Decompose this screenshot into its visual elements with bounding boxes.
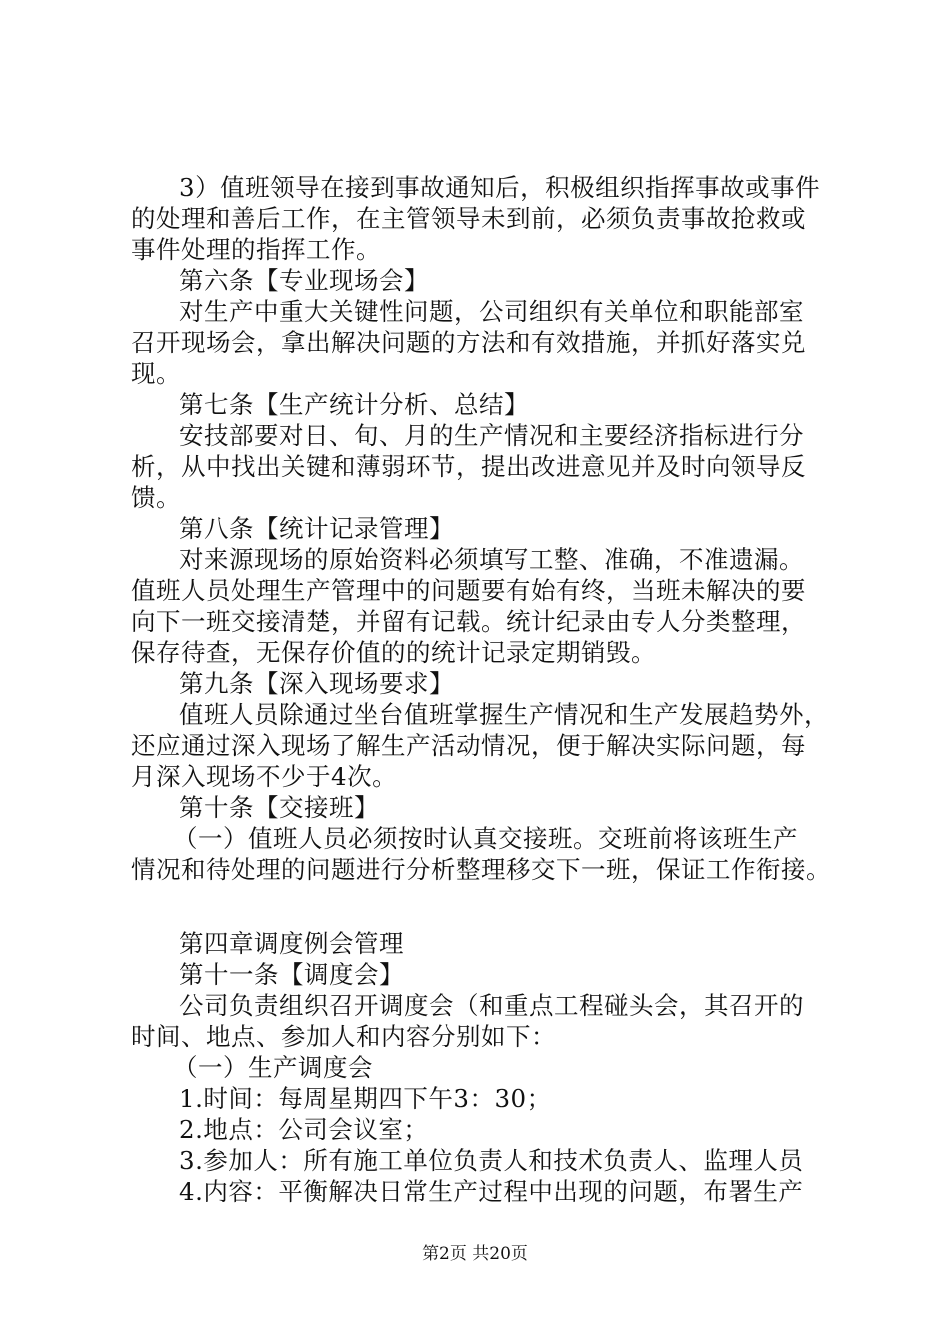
paragraph-line: 公司负责组织召开调度会（和重点工程碰头会，其召开的: [179, 991, 804, 1020]
paragraph-line: 召开现场会，拿出解决问题的方法和有效措施，并抓好落实兑: [131, 328, 806, 357]
paragraph-line: 析，从中找出关键和薄弱环节，提出改进意见并及时向领导反: [131, 452, 806, 481]
section-spacer: [131, 885, 841, 928]
paragraph-line: 对生产中重大关键性问题，公司组织有关单位和职能部室: [179, 297, 804, 326]
list-item: 4.内容：平衡解决日常生产过程中出现的问题，布署生产: [179, 1177, 804, 1206]
page-number-footer: 第2页 共20页: [422, 1244, 528, 1264]
paragraph-line: 情况和待处理的问题进行分析整理移交下一班，保证工作衔接。: [131, 855, 831, 884]
list-item: 2.地点：公司会议室；: [179, 1115, 429, 1144]
paragraph-line: 安技部要对日、旬、月的生产情况和主要经济指标进行分: [179, 421, 804, 450]
paragraph-line: （一）值班人员必须按时认真交接班。交班前将该班生产: [173, 824, 798, 853]
document-body: [131, 172, 841, 1207]
article-heading: 第十条【交接班】: [179, 793, 379, 822]
paragraph-line: 对来源现场的原始资料必须填写工整、准确，不准遗漏。: [179, 545, 804, 574]
list-item: 3.参加人：所有施工单位负责人和技术负责人、监理人员: [179, 1146, 804, 1175]
paragraph-line: 月深入现场不少于4次。: [131, 762, 398, 791]
paragraph-line: 馈。: [131, 483, 181, 512]
article-heading: 第十一条【调度会】: [179, 960, 404, 989]
paragraph-line: 值班人员处理生产管理中的问题要有始有终，当班未解决的要: [131, 576, 806, 605]
chapter-heading: 第四章调度例会管理: [179, 929, 404, 958]
paragraph-line: 值班人员除通过坐台值班掌握生产情况和生产发展趋势外，: [179, 700, 829, 729]
article-heading: 第六条【专业现场会】: [179, 266, 429, 295]
list-item: 1.时间：每周星期四下午3：30；: [179, 1084, 552, 1113]
paragraph-line: 保存待查，无保存价值的的统计记录定期销毁。: [131, 638, 656, 667]
article-heading: 第七条【生产统计分析、总结】: [179, 390, 529, 419]
paragraph-line: 时间、地点、参加人和内容分别如下：: [131, 1022, 556, 1051]
paragraph-line: 还应通过深入现场了解生产活动情况，便于解决实际问题，每: [131, 731, 806, 760]
article-heading: 第九条【深入现场要求】: [179, 669, 454, 698]
paragraph-line: 现。: [131, 359, 181, 388]
paragraph-line: 事件处理的指挥工作。: [131, 235, 381, 264]
paragraph-line: 向下一班交接清楚，并留有记载。统计纪录由专人分类整理，: [131, 607, 806, 636]
paragraph-line: 3）值班领导在接到事故通知后，积极组织指挥事故或事件: [179, 173, 821, 202]
article-heading: 第八条【统计记录管理】: [179, 514, 454, 543]
list-heading: （一）生产调度会: [173, 1053, 373, 1082]
paragraph-line: 的处理和善后工作，在主管领导未到前，必须负责事故抢救或: [131, 204, 806, 233]
